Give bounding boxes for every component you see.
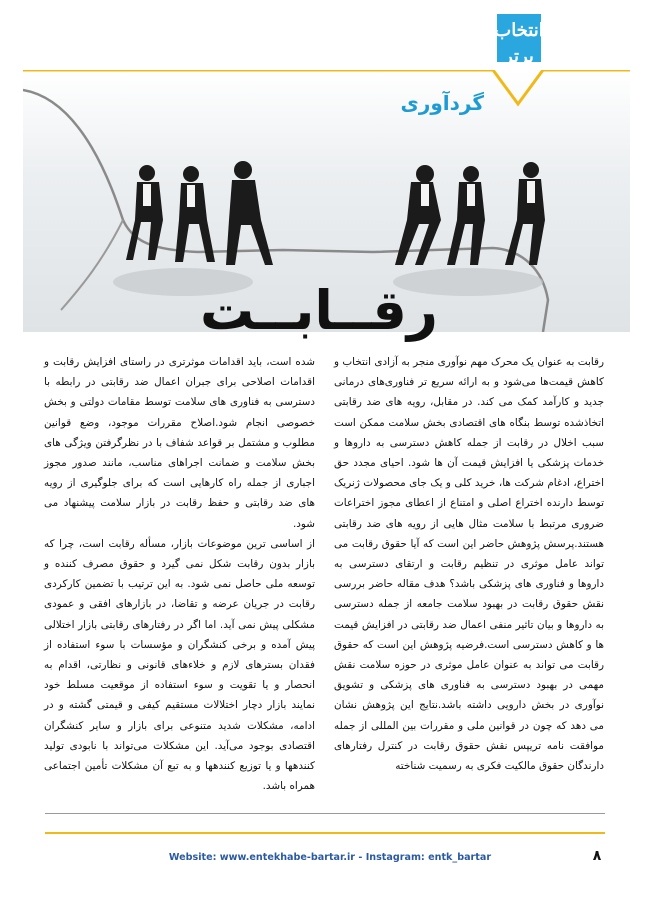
logo-text: انتخاب برتر — [494, 20, 544, 67]
section-label: گردآوری — [400, 91, 484, 115]
paragraph: شده است، باید اقدامات موثرتری در راستای افزایش رقابت و اقدامات اصلاحی برای جبران اعمال ضد رقابتی در رابطه با دسترسی به فناوری های سلامت توسط مقامات دولتی و بخش خصوصی انجام شود.اصلاح مقررات موجود، وضع قوانین مطلوب و مشتمل بر قواعد شفاف با در نظرگرفتن ویژگی های بخش سلامت و ضمانت اجراهای مناسب، مانند صدور مجوز اجباری از جمله راه کارهایی است که برای جلوگیری از رویه های ضد رقابتی و حفظ رقابت در بازار سلامت پیشنهاد می شود. — [44, 356, 315, 530]
page-number: ۸ — [592, 848, 602, 864]
article-column-right — [334, 352, 604, 776]
article-column-left — [44, 352, 315, 796]
footer-contact: Website: www.entekhabe-bartar.ir - Instagram: entk_bartar — [168, 852, 492, 863]
divider — [45, 813, 605, 814]
article-title: رقــابــت — [200, 279, 438, 342]
paragraph: از اساسی ترین موضوعات بازار، مسأله رقابت است، چرا که بازار بدون رقابت شکل نمی گیرد و حقوق مصرف کننده و توسعه ملی حاصل نمی شود. به این ترتیب با تضمین کارکردی رقابت در جریان عرضه و تقاضا، در بازارهای افقی و عمودی مشکلی پیش نمی آید. اما اگر در رفتارهای رقابتی بازار اختلالی پیش آمده و برخی کنشگران و مؤسسات با سوء استفاده از فقدان بسترهای لازم و خلاءهای قانونی و نظارتی، اقدام به انحصار و یا تقویت و سوء استفاده از موقعیت مسلط خود نمایند بازار دچار اختلالات مستقیم کیفی و قیمتی گشته و در ادامه، مشکلات شدید متنوعی برای بازار و سایر کنشگران اقتصادی بوجود می‌آید. این مشکلات می‌تواند با نابودی تولید کنندهها و یا توزیع کنندهها و به تبع آن مشکلات تأمین اجتماعی همراه باشد. — [44, 537, 315, 793]
paragraph: رقابت به عنوان یک محرک مهم نوآوری منجر به آزادی انتخاب و کاهش قیمت‌ها می‌شود و به ارائه سریع تر فناوری‌های درمانی جدید و کارآمد کمک می کند. در مقابل، رویه های ضد رقابتی اتخاذشده توسط بنگاه های اقتصادی بخش سلامت ممکن است سبب اخلال در رقابت از جمله کاهش دسترسی به داروها و خدمات پزشکی یا افزایش قیمت آن ها شود. احیای مجدد حق اختراع، ادغام شرکت ها، خرید کلی و یک جای محصولات ژنریک توسط دارنده اختراع اصلی و امتناع از اعطای مجوز اختراعات ضروری مرتبط با سلامت مثال هایی از رویه های ضد رقابتی هستند.پرسش پژوهش حاضر این است که آیا حقوق رقابت می تواند عامل موثری در تنظیم رقابت و ارتقای دسترسی به داروها و فناوری های پزشکی باشد؟ هدف مقاله حاضر بررسی نقش حقوق رقابت در بهبود سلامت جامعه از جمله دسترسی به داروها و بیان تاثیر منفی اعمال ضد رقابتی در افزایش قیمت ها و کاهش دسترسی است.فرضیه پژوهش این است که حقوق رقابت می تواند به عنوان عامل موثری در حوزه سلامت نقش مهمی در بهبود دسترسی به فناوری های پزشکی و تشویق نوآوری در بخش دارویی داشته باشد.نتایج این پژوهش نشان می دهد که چون در قوانین ملی و مقررات بین المللی از جمله موافقت نامه تریپس نقش حقوق رقابت در کنترل رفتارهای دارندگان حقوق مالکیت فکری به رسمیت شناخته — [334, 356, 604, 773]
accent-divider — [45, 832, 605, 834]
